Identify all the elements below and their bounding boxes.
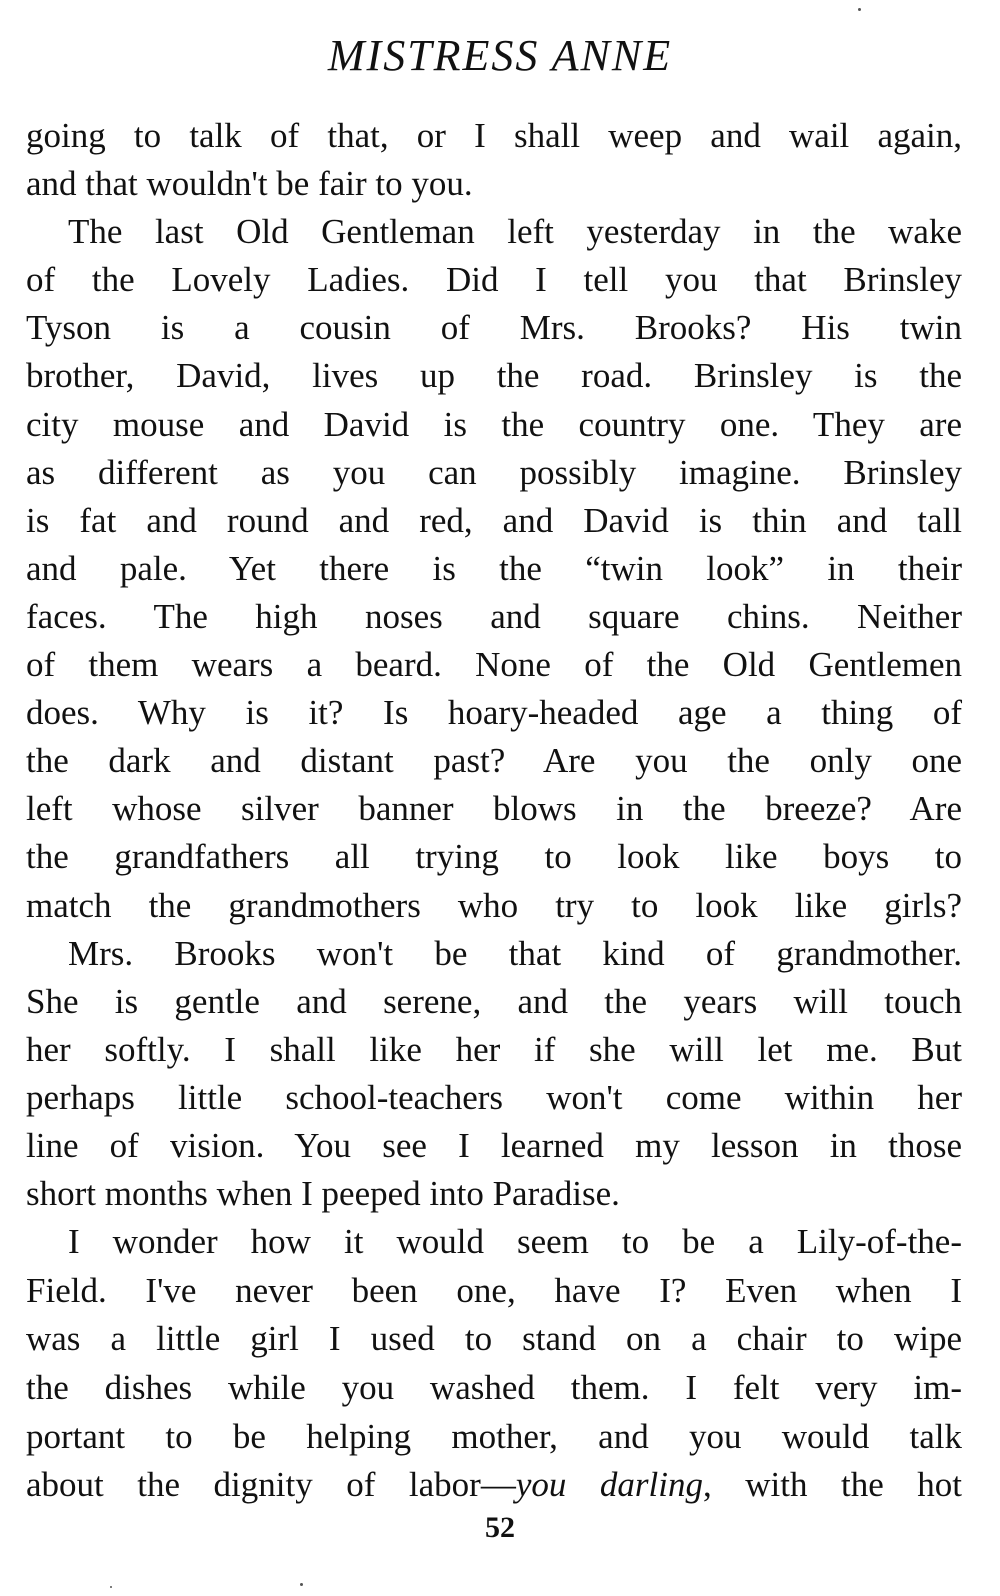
- paper-speck: [300, 1583, 303, 1586]
- text-line: match the grandmothers who try to look like girls?: [26, 885, 962, 925]
- text-line: was a little girl I used to stand on a chair to wipe: [26, 1319, 962, 1359]
- text-line: the grandfathers all trying to look like boys to: [26, 837, 962, 877]
- text-line: line of vision. You see I learned my lesson in those: [26, 1125, 962, 1165]
- text-line: and that wouldn't be fair to you.: [26, 164, 473, 204]
- final-line-italic: you darling: [515, 1465, 703, 1505]
- text-line: Tyson is a cousin of Mrs. Brooks? His twin: [26, 308, 962, 348]
- text-line: of the Lovely Ladies. Did I tell you that Brinsley: [26, 260, 962, 300]
- text-line: does. Why is it? Is hoary-headed age a thing of: [26, 693, 962, 733]
- final-line-end: , with the hot: [702, 1465, 962, 1505]
- text-line: I wonder how it would seem to be a Lily-of-the-: [68, 1222, 962, 1262]
- text-line: city mouse and David is the country one. They are: [26, 404, 962, 444]
- text-line: of them wears a beard. None of the Old Gentlemen: [26, 645, 962, 685]
- paper-speck: [110, 1586, 112, 1588]
- text-line: perhaps little school-teachers won't come within her: [26, 1077, 962, 1117]
- text-line: left whose silver banner blows in the breeze? Are: [26, 789, 962, 829]
- text-line: short months when I peeped into Paradise.: [26, 1174, 620, 1214]
- text-line: faces. The high noses and square chins. Neither: [26, 596, 962, 636]
- text-line: Field. I've never been one, have I? Even when I: [26, 1270, 962, 1310]
- final-line-start: about the dignity of labor—: [26, 1465, 516, 1505]
- paper-speck: [858, 8, 861, 11]
- text-line: She is gentle and serene, and the years will touch: [26, 981, 962, 1021]
- page-number: 52: [485, 1511, 515, 1544]
- text-line-final: [26, 1461, 962, 1510]
- text-line: The last Old Gentleman left yesterday in the wake: [68, 212, 962, 252]
- text-line: going to talk of that, or I shall weep and wail again,: [26, 116, 962, 155]
- text-line: brother, David, lives up the road. Brinsley is the: [26, 356, 962, 396]
- text-line: the dishes while you washed them. I felt very im-: [26, 1367, 962, 1407]
- text-line: portant to be helping mother, and you would talk: [26, 1416, 962, 1456]
- text-line: as different as you can possibly imagine. Brinsley: [26, 452, 962, 492]
- text-line: and pale. Yet there is the “twin look” in their: [26, 548, 962, 588]
- text-line: is fat and round and red, and David is thin and tall: [26, 500, 962, 540]
- text-line: Mrs. Brooks won't be that kind of grandmother.: [68, 933, 962, 973]
- text-line: the dark and distant past? Are you the only one: [26, 741, 962, 781]
- running-head-title: MISTRESS ANNE: [327, 31, 673, 80]
- body-text: [26, 112, 962, 1510]
- text-line: her softly. I shall like her if she will let me. But: [26, 1029, 962, 1069]
